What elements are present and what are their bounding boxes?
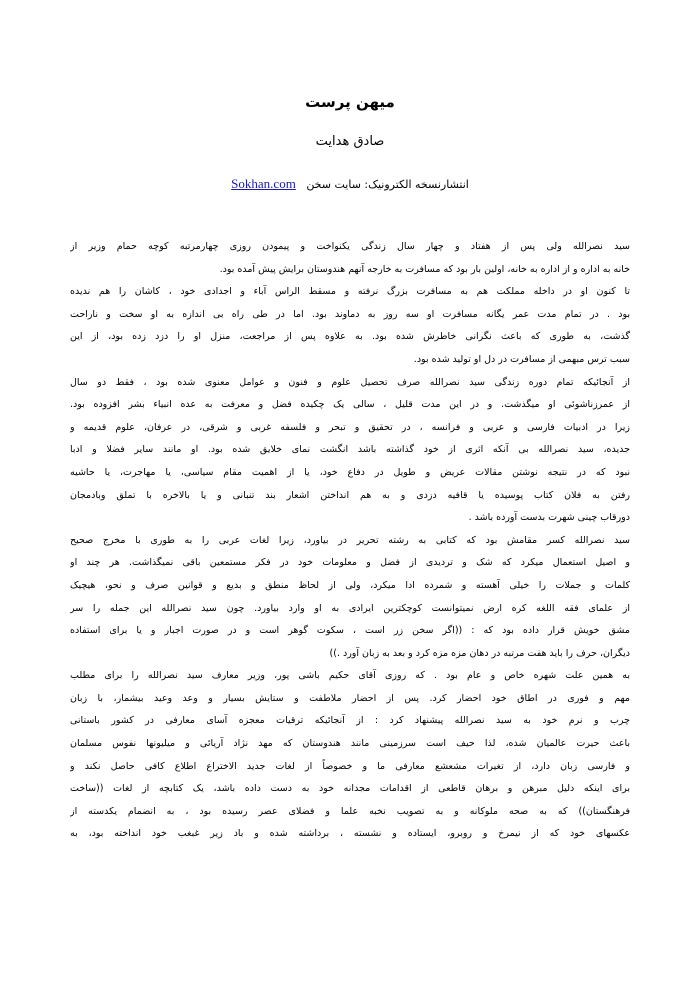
- publisher-label: انتشارنسخه الکترونیک: سایت سخن: [306, 178, 469, 191]
- body-line: سید نصرالله کسر مقامش بود که کتابی به رشته تحریر در بیاورد، زیرا لغات عربی را به طوری با مخرج صحیح: [70, 534, 630, 546]
- body-line: چرب و نرم خود به سید نصرالله پیشنهاد کرد : از آنجائیکه ترقیات معجزه آسای معارفی در کشور باستانی: [70, 715, 630, 727]
- body-line: خانه به اداره و از اداره به خانه، اولین بار بود که مسافرت به خارجه آنهم هندوستان برایش پیش آمده بود.: [219, 263, 630, 275]
- body-line: مهم و فوری در اطاق خود احضار کرد. پس از احضار ملاطفت و ستایش بسیار و وعد وعید بیشمار، با زبان: [70, 692, 630, 704]
- document-title: میهن پرست: [305, 93, 395, 111]
- body-line: و فارسی زبان دارد، از تغیرات مشعشع معارفی ما و خصوصاً از لغات جدید الاختراع اطلاع کافی حاصل نکند و: [70, 760, 630, 772]
- publisher-line: [0, 176, 700, 192]
- body-line: مشق خویش قرار داده بود که : ((اگر سخن زر است ، سکوت گوهر است و در صورت اجبار و یا برای استفاده: [70, 625, 630, 637]
- body-line: تا کنون او در داخله مملکت هم به مسافرت بزرگ نرفته و مسقط الراس آباء و اجدادی خود ، کاشان را هم ندیده: [70, 286, 630, 298]
- body-line: سبب ترس مبهمی از مسافرت در دل او تولید شده بود.: [413, 353, 630, 365]
- body-line: جدیده، سید نصرالله بی آنکه اثری از خود گذاشته باشد انگشت نمای خلایق شده بود. او مانند سایر فضلا و ادبا: [70, 444, 630, 456]
- body-line: باعث حیرت عالمیان شده، لذا حیف است سرزمینی مانند هندوستان که مهد نژاد آریائی و میلیونها نفوس مسلمان: [70, 738, 630, 750]
- body-line: کلمات و جملات را خیلی آهسته و شمرده ادا میکرد، ولی از لحاظ منطق و بدیع و قوانین صرف و نحو، هیچیک: [70, 579, 630, 591]
- body-line: زیرا در ادبیات فارسی و عربی و فرانسه ، در تحقیق و تبحر و فلسفه غربی و شرقی، در عرفان، علوم قدیمه و: [70, 421, 630, 433]
- publisher-link[interactable]: Sokhan.com: [231, 176, 296, 191]
- body-line: عکسهای خود که از نیمرخ و روبرو، ایستاده و نشسته ، برداشته شده و باد زیر غبغب خود انداخته بود، به: [70, 828, 630, 840]
- body-line: دیگران، حرف را باید هفت مرتبه در دهان مزه مزه کرد و بعد به زبان آورد .)): [329, 647, 630, 659]
- body-line: به همین علت شهره خاص و عام بود . که روزی آقای حکیم باشی پور، وزیر معارف سید نصرالله را برای مطلب: [70, 670, 630, 682]
- document-author: صادق هدایت: [315, 134, 385, 149]
- body-line: رفتن به فلان کتاب پوسیده یا قافیه دزدی و به هم انداختن اشعار بند تنبانی و یا بالاخره با تملق وبادمجان: [70, 489, 630, 501]
- document-body: [70, 236, 630, 846]
- body-line: سید نصرالله ولی پس از هفتاد و چهار سال زندگی یکنواخت و پیمودن روزی چهارمرتبه کوچه حمام وزیر از: [70, 241, 630, 252]
- body-line: نبود که در نتیجه نوشتن مقالات عریض و طویل در دفاع خود، یا از اهمیت مقام سیاسی، یا مهاجرت، یا حاشیه: [70, 466, 630, 478]
- body-line: فرهنگستان)) که به صحه ملوکانه و به تصویب نخبه علما و فضلای عصر رسیده بود ، به انضمام یکدسته از: [70, 805, 630, 817]
- body-line: دورقاب چینی شهرت بدست آورده باشد .: [468, 512, 630, 524]
- body-line: بود . در تمام مدت عمر یگانه مسافرت او سه روز به دماوند بود. اما در طی راه بی اندازه به او سخت و ناراحت: [70, 308, 630, 320]
- body-line: برای اینکه دلیل مبرهن و برهان قاطعی از اقدامات مجدانه خود به دست داده باشد، یک کتابچه از لغات ((ساخت: [70, 783, 630, 795]
- body-line: از علمای فقه اللغه کره ارض نمیتوانست کوچکترین ایرادی به او وارد بیاورد. چون سید نصرالله این جمله را سر: [70, 602, 630, 614]
- body-line: از آنجائیکه تمام دوره زندگی سید نصرالله صرف تحصیل علوم و فنون و عوامل معنوی شده بود ، فقط دو سال: [70, 376, 630, 388]
- body-line: از عمرزناشوئی او میگذشت. و در این مدت قلیل ، سالی یک چکیده فضل و معرفت به عده انبیاء بشر افزوده بود.: [70, 399, 630, 411]
- body-line: گذشت، به طوری که باعث نگرانی خاطرش شده بود. به علاوه پس از مراجعت، منزل او را دزد زده بود، از این: [70, 331, 630, 343]
- body-line: و اصیل استعمال میکرد که شک و تردیدی از فضل و معلومات خود در فکر مستمعین باقی نمیگذاشت. هر چند او: [70, 557, 630, 569]
